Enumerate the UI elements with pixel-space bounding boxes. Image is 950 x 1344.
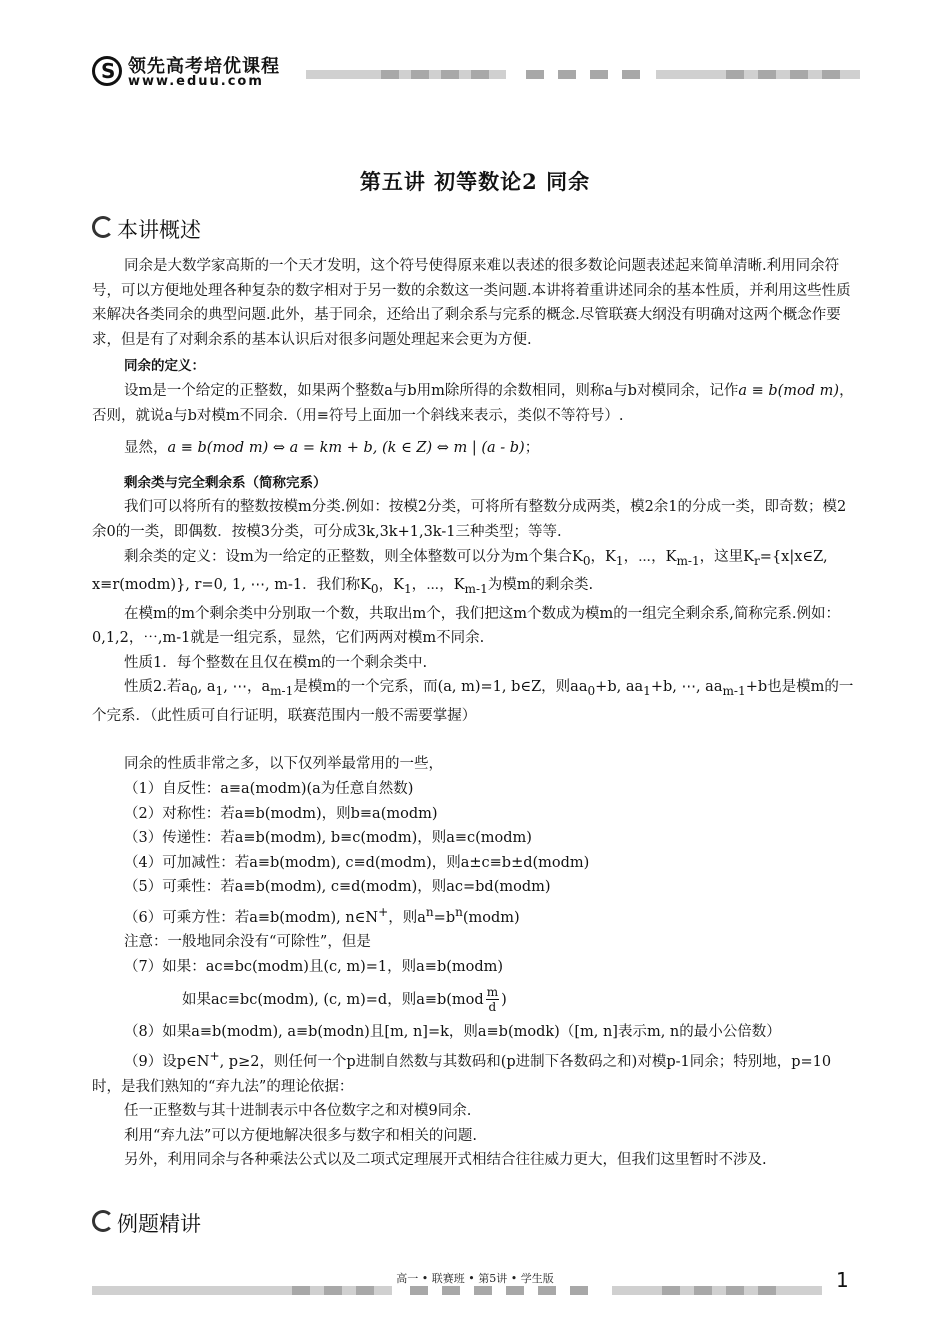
- refresh-icon: [92, 216, 114, 238]
- residue-heading: 剩余类与完全剩余系（简称完系）: [124, 474, 327, 491]
- section-heading-overview: 本讲概述: [92, 214, 201, 244]
- property-power: （6）可乘方性：若a≡b(modm), n∈N+，则$a^n=b^n(modm)$: [124, 904, 520, 926]
- property-cancellation-general: 如果ac≡bc(modm), (c, m)=d，则a≡b(mod $\frac{m}{d}$ ): [182, 985, 507, 1015]
- header-dash-bar: [306, 70, 860, 79]
- complete-system-paragraph: 在模m的m个剩余类中分别取一个数，共取出m个，我们把这m个数成为模m的一组完全剩余系,简称完系.例如：0,1,2，⋯,m-1就是一组完系，显然，它们两两对模m不同余.: [92, 605, 840, 647]
- section-heading-examples: 例题精讲: [92, 1208, 201, 1238]
- definition-heading: 同余的定义：: [124, 358, 205, 375]
- property-transitive: （3）传递性：若a≡b(modm), b≡c(modm)，则a≡c(modm): [124, 830, 532, 847]
- equivalence-line: 显然，a ≡ b(mod m) ⇔ a = km + b, (k ∈ Z) ⇔ m | (a - b)；: [124, 440, 540, 457]
- casting-out-nines-usage: 利用“弃九法”可以方便地解决很多与数字和相关的问题.: [124, 1127, 477, 1144]
- intro-paragraph: 同余是大数学家高斯的一个天才发明，这个符号使得原来难以表述的很多数论问题表述起来简单清晰.利用同余符号，可以方便地处理各种复杂的数字相对于另一数的余数这一类问题.本讲将着重讲述同余的基本性质，并利用这些性质来解决各类同余的典型问题.此外，基于同余，还给出了剩余系与完系的概念.尽管联赛大纲没有明确对这两个概念作要求，但是有了对剩余系的基本认识后对很多问题处理起来会更为方便.: [92, 258, 851, 348]
- properties-intro: 同余的性质非常之多，以下仅列举最常用的一些，: [124, 756, 443, 773]
- brand-logo: [92, 52, 312, 92]
- logo-url: www.eduu.com: [128, 74, 264, 89]
- residue-class-definition: 剩余类的定义：设m为一给定的正整数，则全体整数可以分为m个集合$K_0$，$K_1$，⋯，$K_{m-1}$，这里$K_r=\{x|x\in Z$, x≡r(modm)}, r=0, 1, ⋯, m-1．我们称$K_0$，$K_1$，⋯，$K_{m-1}$为模m的剩余类.: [92, 548, 828, 596]
- property-1: 性质1．每个整数在且仅在模m的一个剩余类中.: [124, 654, 428, 671]
- page-title: 第五讲 初等数论2 同余: [359, 169, 591, 194]
- division-note: 注意：一般地同余没有“可除性”，但是: [124, 934, 371, 951]
- property-symmetric: （2）对称性：若a≡b(modm)，则b≡a(modm): [124, 805, 438, 822]
- fraction-m-over-d: $\frac{m}{d}$: [486, 985, 499, 1015]
- logo-title: 领先高考培优课程: [128, 56, 280, 77]
- property-digit-sum: （9）设p∈N+, p≥2，则任何一个p进制自然数与其数码和(p进制下各数码之和)对模p-1同余；特别地，p=10时，是我们熟知的“弃九法”的理论依据：: [92, 1049, 832, 1095]
- property-2: 性质2.若$a_0$, $a_1$, ⋯，$a_{m-1}$是模m的一个完系，而(a, m)=1, b∈Z，则$aa_0+b$, $aa_1+b$, ⋯, $aa_{m-1}+b$也是模m的一个完系．（此性质可自行证明，联赛范围内一般不需要掌握）: [92, 679, 854, 724]
- definition-paragraph: 设m是一个给定的正整数，如果两个整数a与b用m除所得的余数相同，则称a与b对模同余，记作a ≡ b(mod m)，否则，就说a与b对模m不同余.（用≡符号上面加一个斜线来表示，类似不等符号）.: [92, 382, 854, 424]
- casting-out-nines: 任一正整数与其十进制表示中各位数字之和对模9同余.: [124, 1103, 472, 1120]
- closing-remark: 另外，利用同余与各种乘法公式以及二项式定理展开式相结合往往威力更大，但我们这里暂时不涉及.: [124, 1152, 767, 1169]
- footer-dash-bar: [92, 1286, 822, 1295]
- property-multiplicative: （5）可乘性：若a≡b(modm), c≡d(modm)，则ac=bd(modm): [124, 879, 551, 896]
- property-additive: （4）可加减性：若a≡b(modm), c≡d(modm)，则a±c≡b±d(modm): [124, 854, 590, 871]
- property-reflexive: （1）自反性：a≡a(modm)(a为任意自然数): [124, 780, 414, 797]
- refresh-icon: [92, 1210, 114, 1232]
- footer-caption: 高一 • 联赛班 • 第5讲 • 学生版: [396, 1272, 554, 1285]
- logo-mark-icon: S: [92, 56, 122, 86]
- residue-paragraph: 我们可以将所有的整数按模m分类.例如：按模2分类，可将所有整数分成两类，模2余1的分成一类，即奇数；模2余0的一类，即偶数．按模3分类，可分成3k,3k+1,3k-1三种类型；等等.: [92, 499, 847, 540]
- main-content: [92, 254, 860, 1173]
- property-lcm: （8）如果a≡b(modm), a≡b(modn)且[m, n]=k，则a≡b(modk)（[m, n]表示m, n的最小公倍数）: [124, 1023, 781, 1040]
- page-number: 1: [836, 1268, 849, 1292]
- property-cancellation: （7）如果：ac≡bc(modm)且(c, m)=1，则a≡b(modm): [124, 958, 504, 975]
